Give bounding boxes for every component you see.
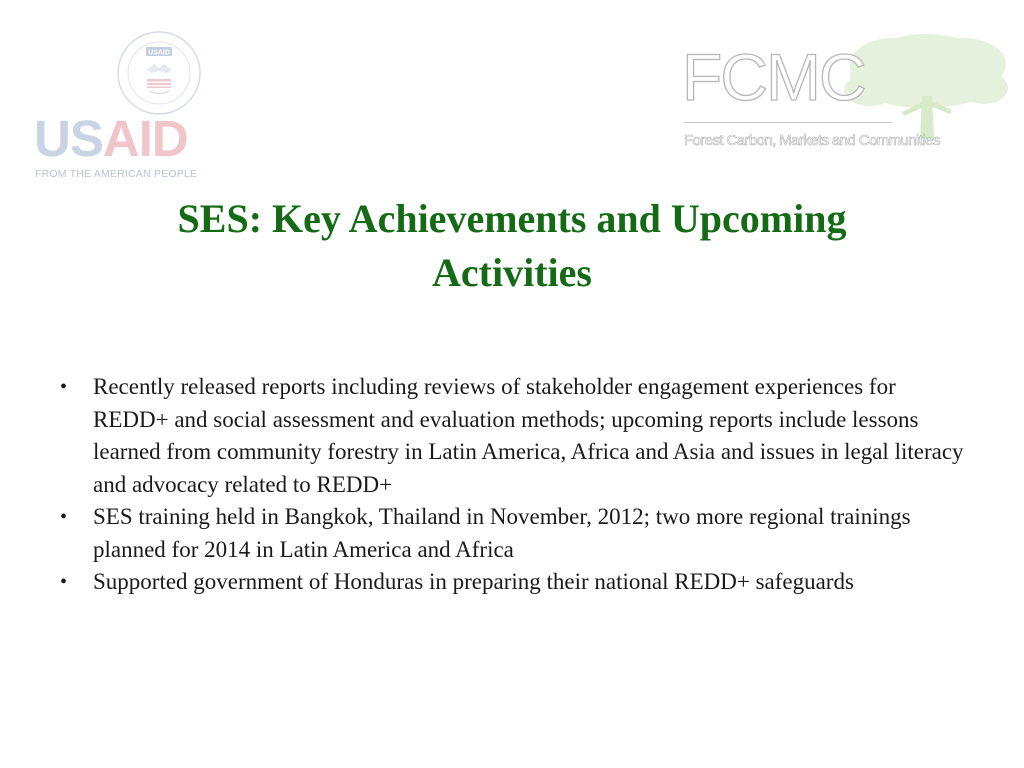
slide-title: SES: Key Achievements and Upcoming Activities [177,196,847,295]
bullet-marker: • [60,571,68,593]
bullet-item [60,371,966,501]
fcmc-tagline: Forest Carbon, Markets and Communities [684,132,940,149]
bullet-marker: • [60,376,68,398]
bullet-item [60,566,966,599]
bullet-list [60,371,966,599]
bullet-item [60,501,966,566]
fcmc-wordmark: FCMC [682,40,865,114]
usaid-wordmark: USAID [34,110,188,167]
fcmc-divider [684,122,892,123]
usaid-seal-icon [116,30,202,116]
fcmc-logo [682,34,1012,156]
bullet-text: SES training held in Bangkok, Thailand in November, 2012; two more regional trainings planned for 2014 in Latin America and Africa [93,504,911,562]
bullet-text: Recently released reports including reviews of stakeholder engagement experiences for REDD+ and social assessment and evaluation methods; upcoming reports include lessons learned from community forestry in Latin America, Africa and Asia and issues in legal literacy and advocacy related to REDD+ [93,374,964,497]
usaid-seal-text: USAID [148,49,170,57]
usaid-logo [32,30,224,182]
usaid-tagline: FROM THE AMERICAN PEOPLE [35,168,198,180]
bullet-text: Supported government of Honduras in preparing their national REDD+ safeguards [93,569,854,594]
bullet-marker: • [60,506,68,528]
